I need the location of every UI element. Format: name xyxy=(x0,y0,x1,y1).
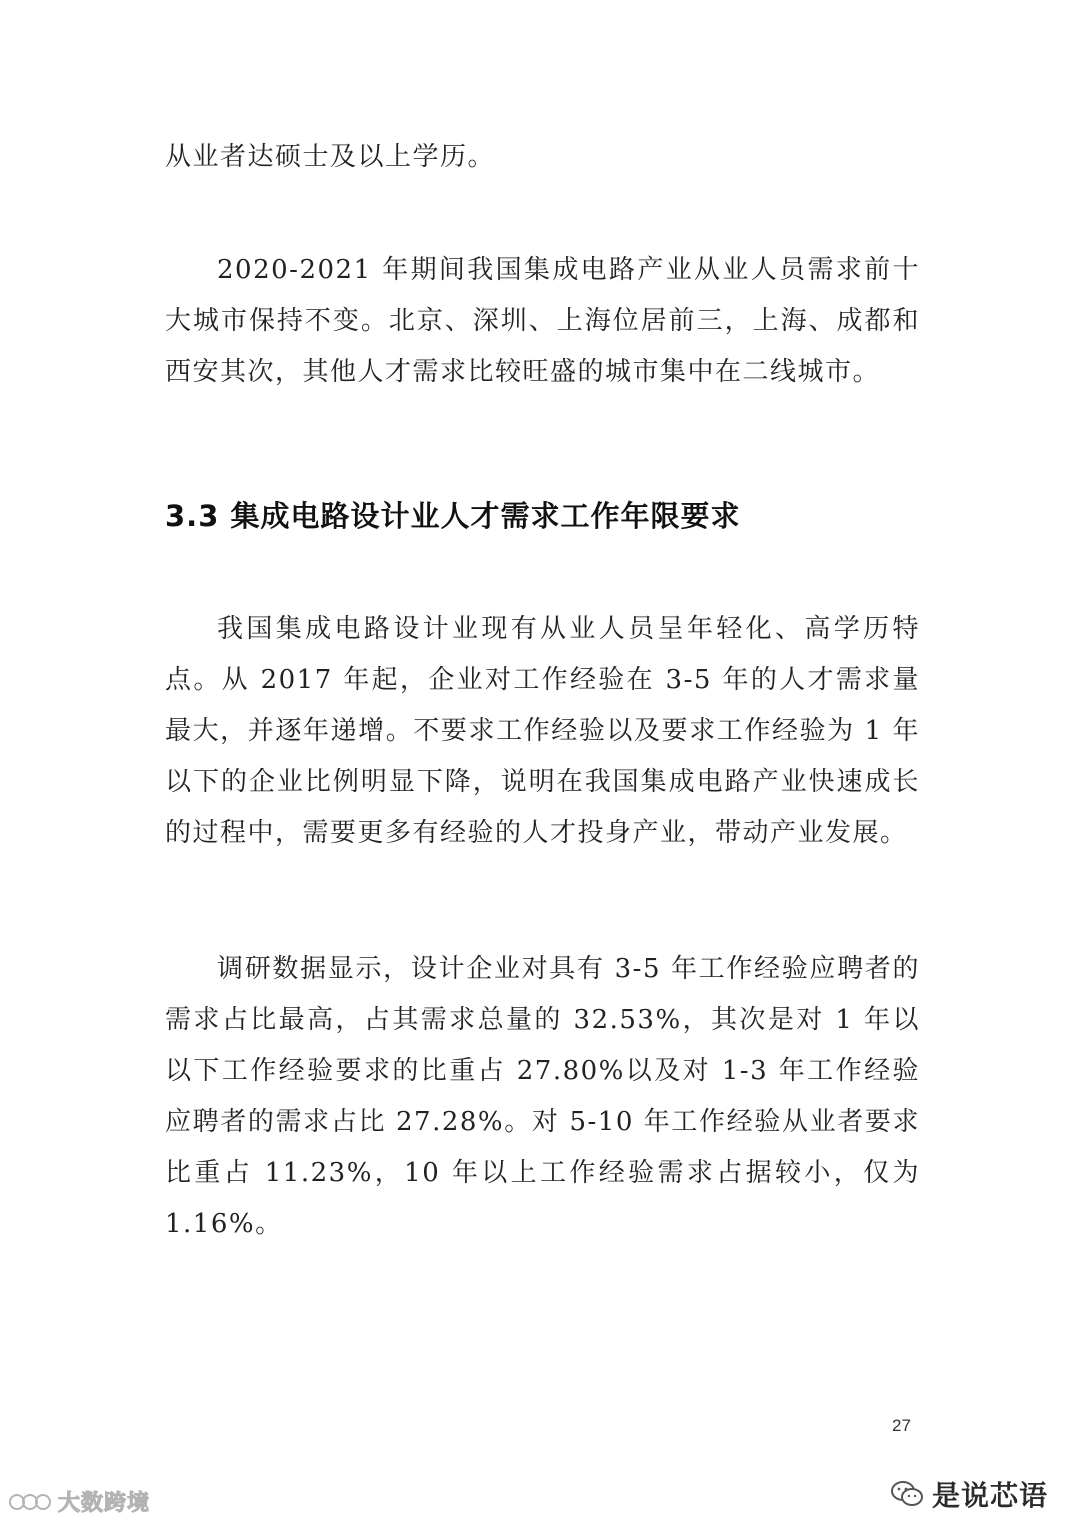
platform-logo-icon xyxy=(8,1491,52,1513)
page-number: 27 xyxy=(892,1416,911,1435)
watermark-left xyxy=(8,1486,150,1517)
paragraph-survey-data: 调研数据显示，设计企业对具有 3-5 年工作经验应聘者的需求占比最高，占其需求总量的 32.53%，其次是对 1 年以以下工作经验要求的比重占 27.80%以及对 1-3 年工作经验应聘者的需求占比 27.28%。对 5-10 年工作经验从业者要求比重占 11.23%，10 年以上工作经验需求占据较小，仅为 1.16%。 xyxy=(165,954,920,1239)
paragraph-experience-trend: 我国集成电路设计业现有从业人员呈年轻化、高学历特点。从 2017 年起，企业对工作经验在 3-5 年的人才需求量最大，并逐年递增。不要求工作经验以及要求工作经验为 1 年以下的企业比例明显下降，说明在我国集成电路产业快速成长的过程中，需要更多有经验的人才投身产业，带动产业发展。 xyxy=(165,614,920,848)
watermark-right xyxy=(890,1474,1048,1514)
paragraph-continuation: 从业者达硕士及以上学历。 xyxy=(165,142,496,172)
watermark-left-text: 大数跨境 xyxy=(58,1491,151,1516)
paragraph-top-cities: 2020-2021 年期间我国集成电路产业从业人员需求前十大城市保持不变。北京、深圳、上海位居前三，上海、成都和西安其次，其他人才需求比较旺盛的城市集中在二线城市。 xyxy=(165,255,920,387)
section-heading: 3.3 集成电路设计业人才需求工作年限要求 xyxy=(165,499,741,533)
wechat-icon xyxy=(890,1479,924,1509)
watermark-right-text: 是说芯语 xyxy=(931,1479,1048,1512)
